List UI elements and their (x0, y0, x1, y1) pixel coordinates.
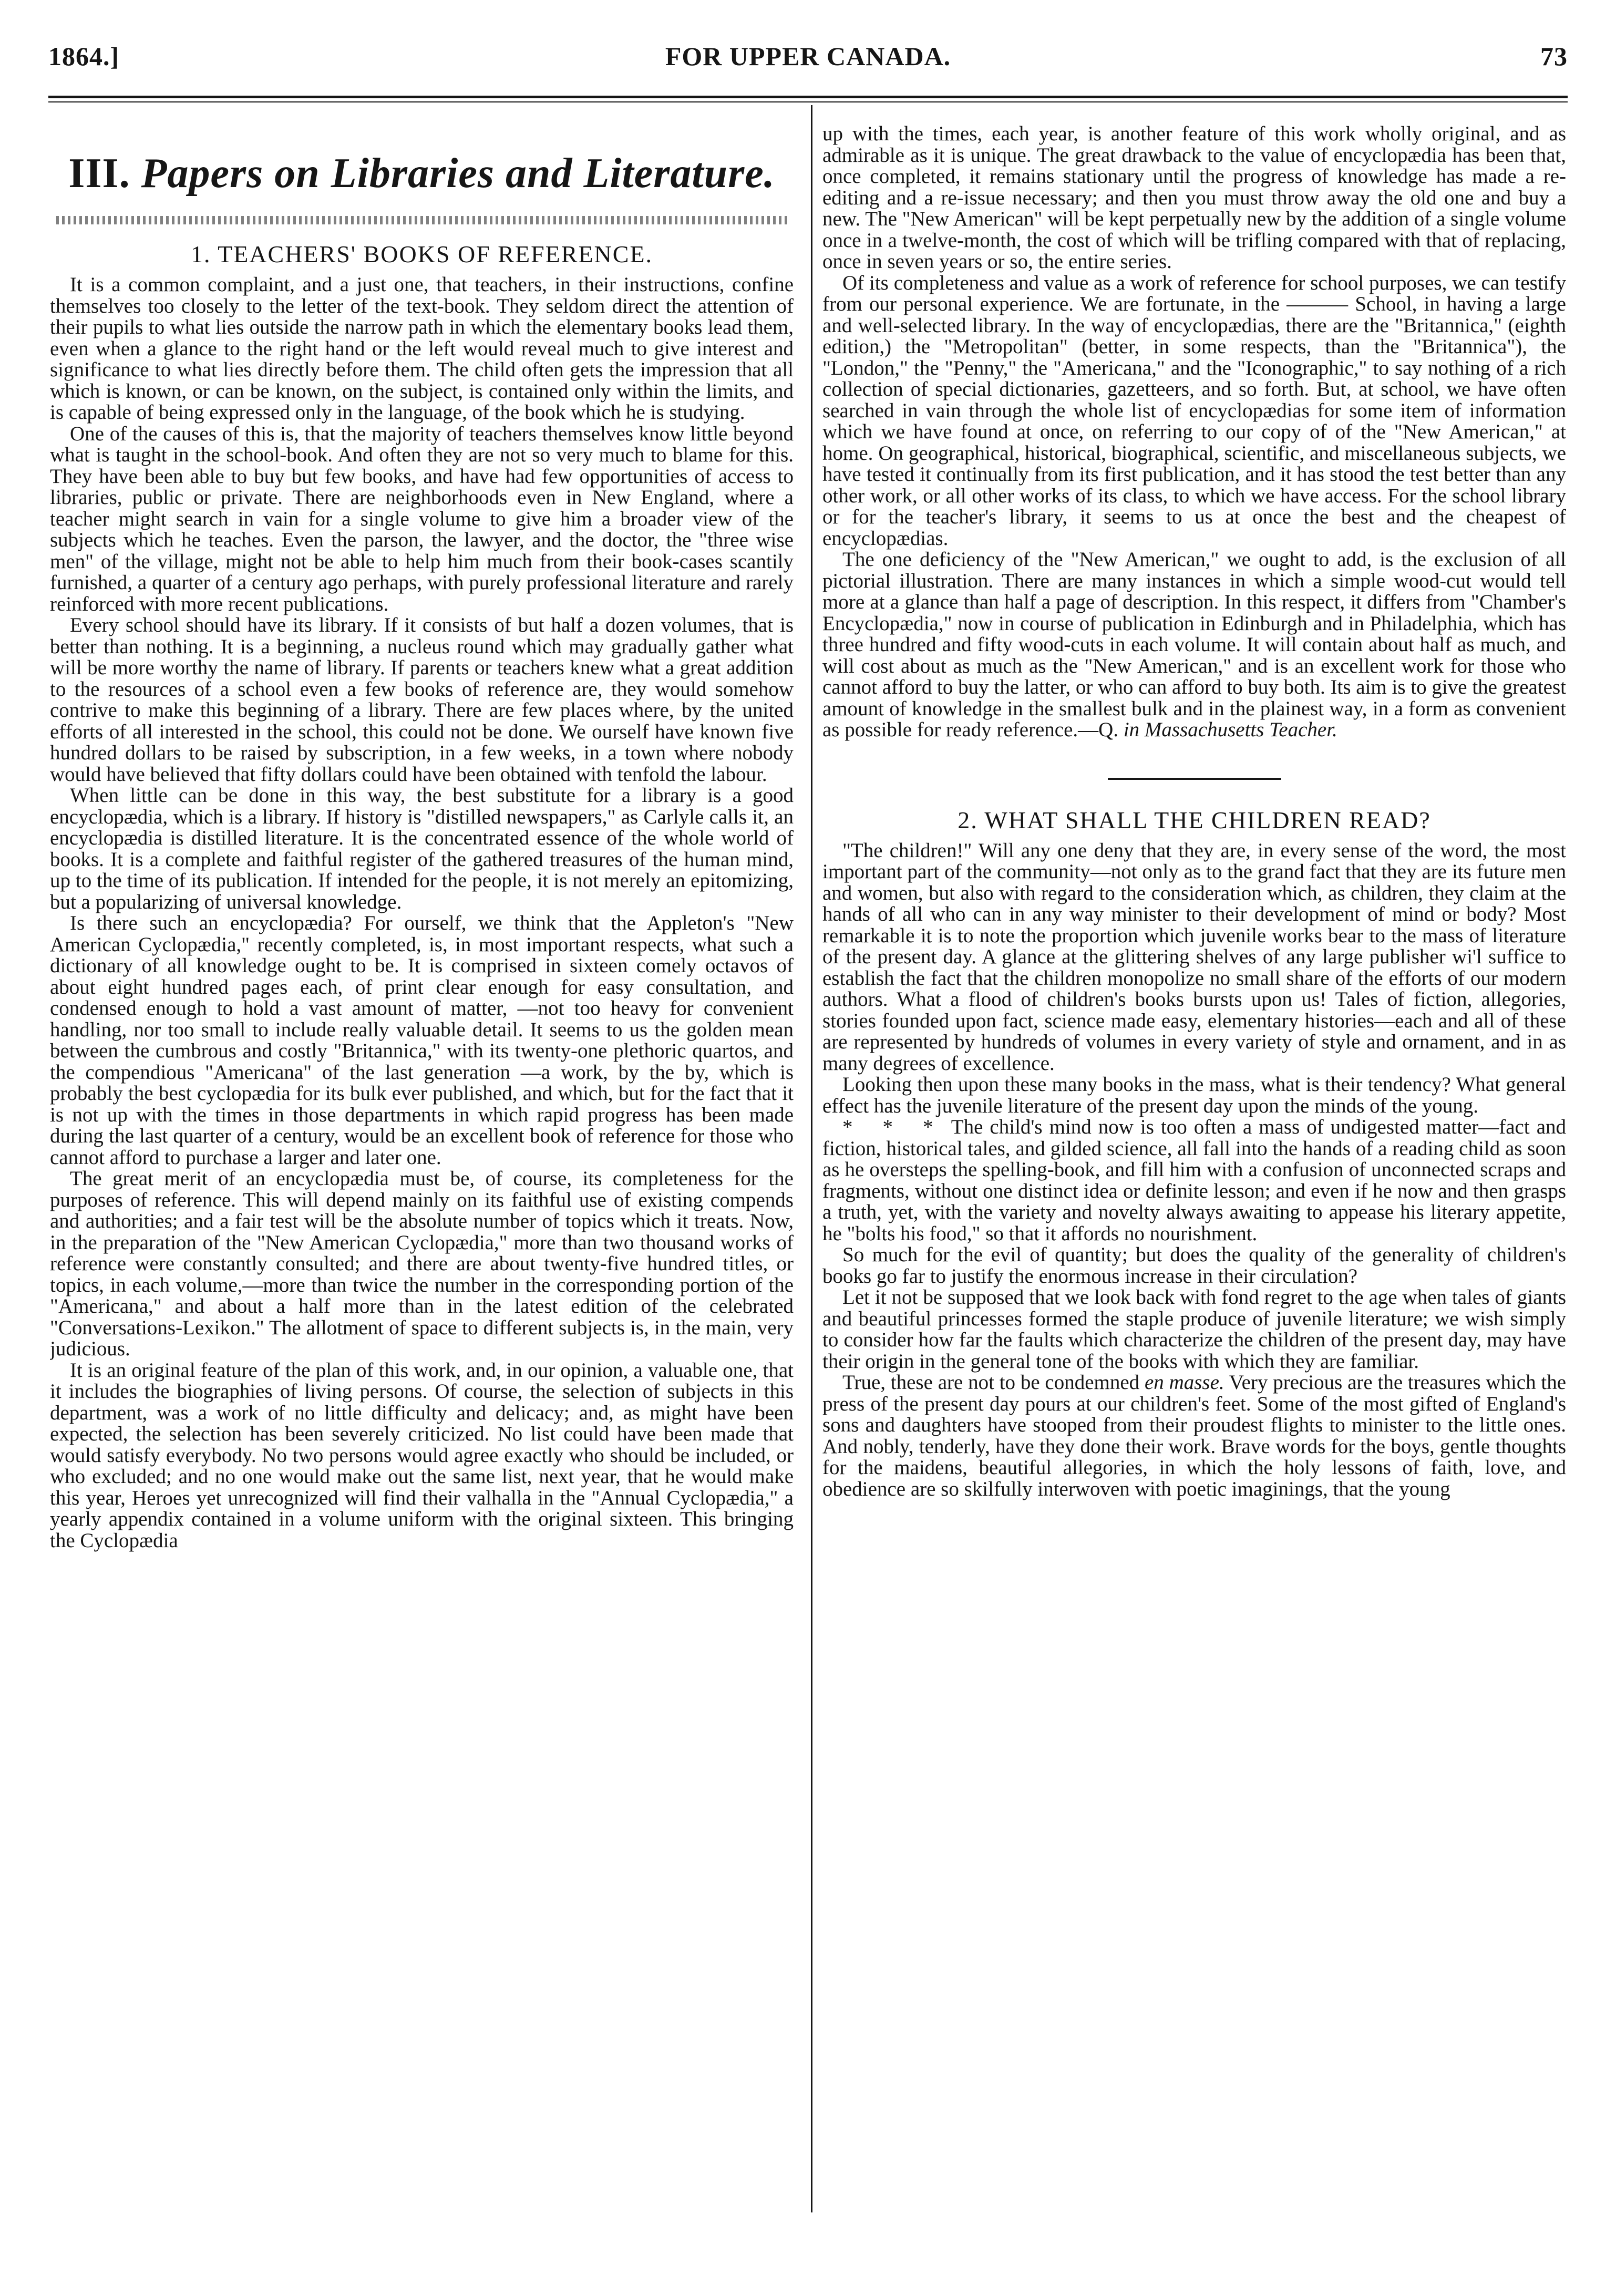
header-year: 1864.] (48, 42, 120, 71)
header-rule-thick (48, 96, 1568, 98)
asterism: * * * (842, 1116, 945, 1138)
left-column (50, 131, 794, 2212)
article2-paragraph: "The children!" Will any one deny that they are, in every sense of the word, the most important part of the community—not only as to the grand fact that they are its future men and women, but also with regard to the consideration which, as children, they claim at the hands of all who can in any way minister to their development of mind or body? Most remarkable it is to note the proportion which juvenile works bear to the mass of literature of the present day. A glance at the glittering shelves of any large publisher wi'l suffice to establish the fact that the children monopolize no small share of the efforts of our modern authors. What a flood of children's books bursts upon us! Tales of fiction, allegories, stories founded upon fact, science made easy, elementary histories—each and all of these are represented by hundreds of volumes in every variety of style and ornament, and in as many degrees of excellence. (822, 839, 1566, 1075)
article2-paragraph: Let it not be supposed that we look back with fond regret to the age when tales of giants and beautiful princesses formed the staple produce of juvenile literature; we wish simply to consider how far the faults which characterize the children of the present day, may have their origin in the general tone of the books with which they are familiar. (822, 1286, 1566, 1373)
article1-paragraph: One of the causes of this is, that the majority of teachers themselves know little beyond what is taught in the school-book. And often they are not so very much to blame for this. They have been able to buy but few books, and have had few opportunities of access to libraries, public or private. There are neighborhoods even in New England, where a teacher might search in vain for a single volume to give him a broader view of the subjects which he teaches. Even the parson, the lawyer, and the doctor, the "three wise men" of the village, might not be able to help him much from their book-cases scantily furnished, a quarter of a century ago perhaps, with purely professional literature and rarely reinforced with more recent publications. (50, 422, 794, 615)
article1-continuation: Of its completeness and value as a work of reference for school purposes, we can testify from our personal experience. We are fortunate, in the ——— School, in having a large and well-selected library. In the way of encyclopædias, there are the "Britannica," (eighth edition,) the "Metropolitan" (better, in some respects, than the "Britannica"), the "London," the "Penny," the "Americana," and the "Iconographic," to say nothing of a rich collection of special dictionaries, gazetteers, and so forth. But, at school, we have often searched in vain through the whole list of encyclopædias for some item of information which we have found at once, on referring to our copy of of the "New American," at home. On geographical, historical, biographical, scientific, and miscellaneous subjects, we have tested it continually from its first publication, and it has stood the test better than any other work, or all other works of its class, to which we have access. For the school library or for the teacher's library, it seems to us at once the best and the cheapest of encyclopædias. (822, 271, 1566, 550)
article2-heading: 2. WHAT SHALL THE CHILDREN READ? (958, 806, 1431, 833)
header-title: FOR UPPER CANADA. (665, 42, 951, 71)
article2-paragraph: Looking then upon these many books in the mass, what is their tendency? What general effect has the juvenile literature of the present day upon the minds of the young. (822, 1073, 1566, 1117)
article2-stars-paragraph (822, 1117, 1566, 1244)
article1-source: in Massachusetts Teacher. (1123, 718, 1337, 741)
column-divider (811, 105, 812, 2212)
article2-last-text-b: Very precious are the treasures which the press of the present day pours at our children's feet. Some of the most gifted of England's sons and daughters have stooped from their proudest flights to minister to the little ones. And nobly, tenderly, have they done their work. Brave words for the boys, gentle thoughts for the maidens, beautiful allegories, in which the holy lessons of faith, love, and obedience are so skilfully interwoven with poetic imaginings, that the young (822, 1371, 1566, 1500)
article1-heading: 1. TEACHERS' BOOKS OF REFERENCE. (190, 241, 653, 267)
article1-paragraph: Every school should have its library. If it consists of but half a dozen volumes, that is better than nothing. It is a beginning, a nucleus round which may gradually gather what will be more worthy the name of library. If parents or teachers knew what a great addition to the resources of a school even a few books of reference are, they would somehow contrive to make this beginning of a library. There are few places where, by the united efforts of all interested in the school, this could not be done. We ourself have known five hundred dollars to be raised by subscription, in a few weeks, in a town where nobody would have believed that fifty dollars could have been obtained with tenfold the labour. (50, 614, 794, 786)
right-column (822, 123, 1566, 2205)
article1-continuation: up with the times, each year, is another feature of this work wholly original, and as admirable as it is unique. The great drawback to the value of encyclopædia has been that, once completed, it remains stationary until the progress of knowledge has made a re-editing and a re-issue necessary; and then you must throw away the old one and buy a new. The "New American" will be kept perpetually new by the addition of a single volume once in a twelve-month, the cost of which will be trifling compared with that of replacing, once in seven years or so, the entire series. (822, 123, 1566, 273)
section-numeral: III. (68, 150, 130, 197)
header-page-number: 73 (1540, 42, 1568, 71)
article1-paragraph: It is a common complaint, and a just one, that teachers, in their instructions, confine themselves too closely to the letter of the text-book. They seldom direct the attention of their pupils to what lies outside the narrow path in which the elementary books lead them, even when a glance to the right hand or the left would reveal much to give interest and significance to what lies directly before them. The child often gets the impression that all which is known, or can be known, on the subject, is contained only within the limits, and is capable of being expressed only in the language, of the book which he is studying. (50, 273, 794, 424)
section-name: Papers on Libraries and Literature. (141, 150, 775, 197)
article1-paragraph: When little can be done in this way, the best substitute for a library is a good encyclopædia, which is a library. If history is "distilled newspapers," as Carlyle calls it, an encyclopædia is distilled literature. It is the concentrated essence of the whole world of books. It is a complete and faithful register of the gathered treasures of the human mind, up to the time of its publication. If intended for the people, it is not merely an epitomizing, but a popularizing of universal knowledge. (50, 784, 794, 913)
article2-last-paragraph (822, 1372, 1566, 1500)
ornamental-rule (56, 216, 787, 224)
article1-closing-paragraph (822, 549, 1566, 741)
article1-paragraph: The great merit of an encyclopædia must be, of course, its completeness for the purposes of reference. This will depend mainly on its faithful use of existing compends and authorities; and a fair test will be the absolute number of topics which it treats. Now, in the preparation of the "New American Cyclopædia," more than two thousand works of reference were constantly consulted; and there are about twenty-five hundred titles, or topics, in each volume,—more than twice the number in the corresponding portion of the "Americana," and about a half more than in the latest edition of the celebrated "Conversations-Lexikon." The allotment of space to different subjects is, in the main, very judicious. (50, 1167, 794, 1360)
article2-last-text-a: True, these are not to be condemned (842, 1371, 1140, 1394)
article1-paragraph: Is there such an encyclopædia? For ourself, we think that the Appleton's "New American Cyclopædia," recently completed, is, in most important respects, what such a dictionary of all knowledge ought to be. It is comprised in sixteen comely octavos of about eight hundred pages each, of print clear enough for easy consultation, and condensed enough to hold a vast amount of matter, —not too heavy for convenient handling, nor too small to include really valuable detail. It seems to us the golden mean between the cumbrous and costly "Britannica," with its twenty-one plethoric quartos, and the compendious "Americana" of the last generation —a work, by the by, which is probably the best cyclopædia for its bulk ever published, and which, but for the fact that it is not up with the times in those departments in which rapid progress has been made during the last quarter of a century, would be an excellent book of reference for those who cannot afford to purchase a larger and later one. (50, 912, 794, 1169)
article2-paragraph: So much for the evil of quantity; but does the quality of the generality of children's books go far to justify the enormous increase in their circulation? (822, 1243, 1566, 1288)
article2-stars-text: The child's mind now is too often a mass of undigested matter—fact and fiction, historical tales, and gilded science, all fall into the hands of a reading child as soon as he oversteps the spelling-book, and fill him with a confusion of unconnected scraps and fragments, without one distinct idea or definite lesson; and even if he now and then grasps a truth, yet, with the variety and novelty always awaiting to appease his literary appetite, he "bolts his food," so that it affords no nourishment. (822, 1116, 1566, 1245)
article-separator-rule (1108, 778, 1281, 780)
running-header (48, 41, 1568, 86)
article1-paragraph: It is an original feature of the plan of this work, and, in our opinion, a valuable one, that it includes the biographies of living persons. Of course, the selection of subjects in this department, was a work of no little difficulty and delicacy; and, as might have been expected, the selection has been severely criticized. No list could have been made that would satisfy everybody. No two persons would agree exactly who should be included, or who excluded; and no one would make out the same list, next year, that he would make this year, Heroes yet unrecognized will find their valhalla in the "Annual Cyclopædia," a yearly appendix contained in a volume uniform with the original sixteen. This bringing the Cyclopædia (50, 1358, 794, 1552)
article2-italic-phrase: en masse. (1144, 1371, 1224, 1394)
section-title (50, 150, 794, 198)
article1-closing-text: The one deficiency of the "New American," we ought to add, is the exclusion of all pictorial illustration. There are many instances in which a simple wood-cut would tell more at a glance than half a page of description. In this respect, it differs from "Chamber's Encyclopædia," now in course of publication in Edinburgh and in Philadelphia, which has three hundred and fifty wood-cuts in each volume. It will contain about half as much, and will cost about as much as the "New American," and is an excellent work for those who cannot afford to buy the latter, or who can afford to buy both. Its aim is to give the greatest amount of knowledge in the smallest bulk and in the plainest way, in a form as convenient as possible for ready reference.—Q. (822, 548, 1566, 741)
header-rule-thin (48, 101, 1568, 102)
